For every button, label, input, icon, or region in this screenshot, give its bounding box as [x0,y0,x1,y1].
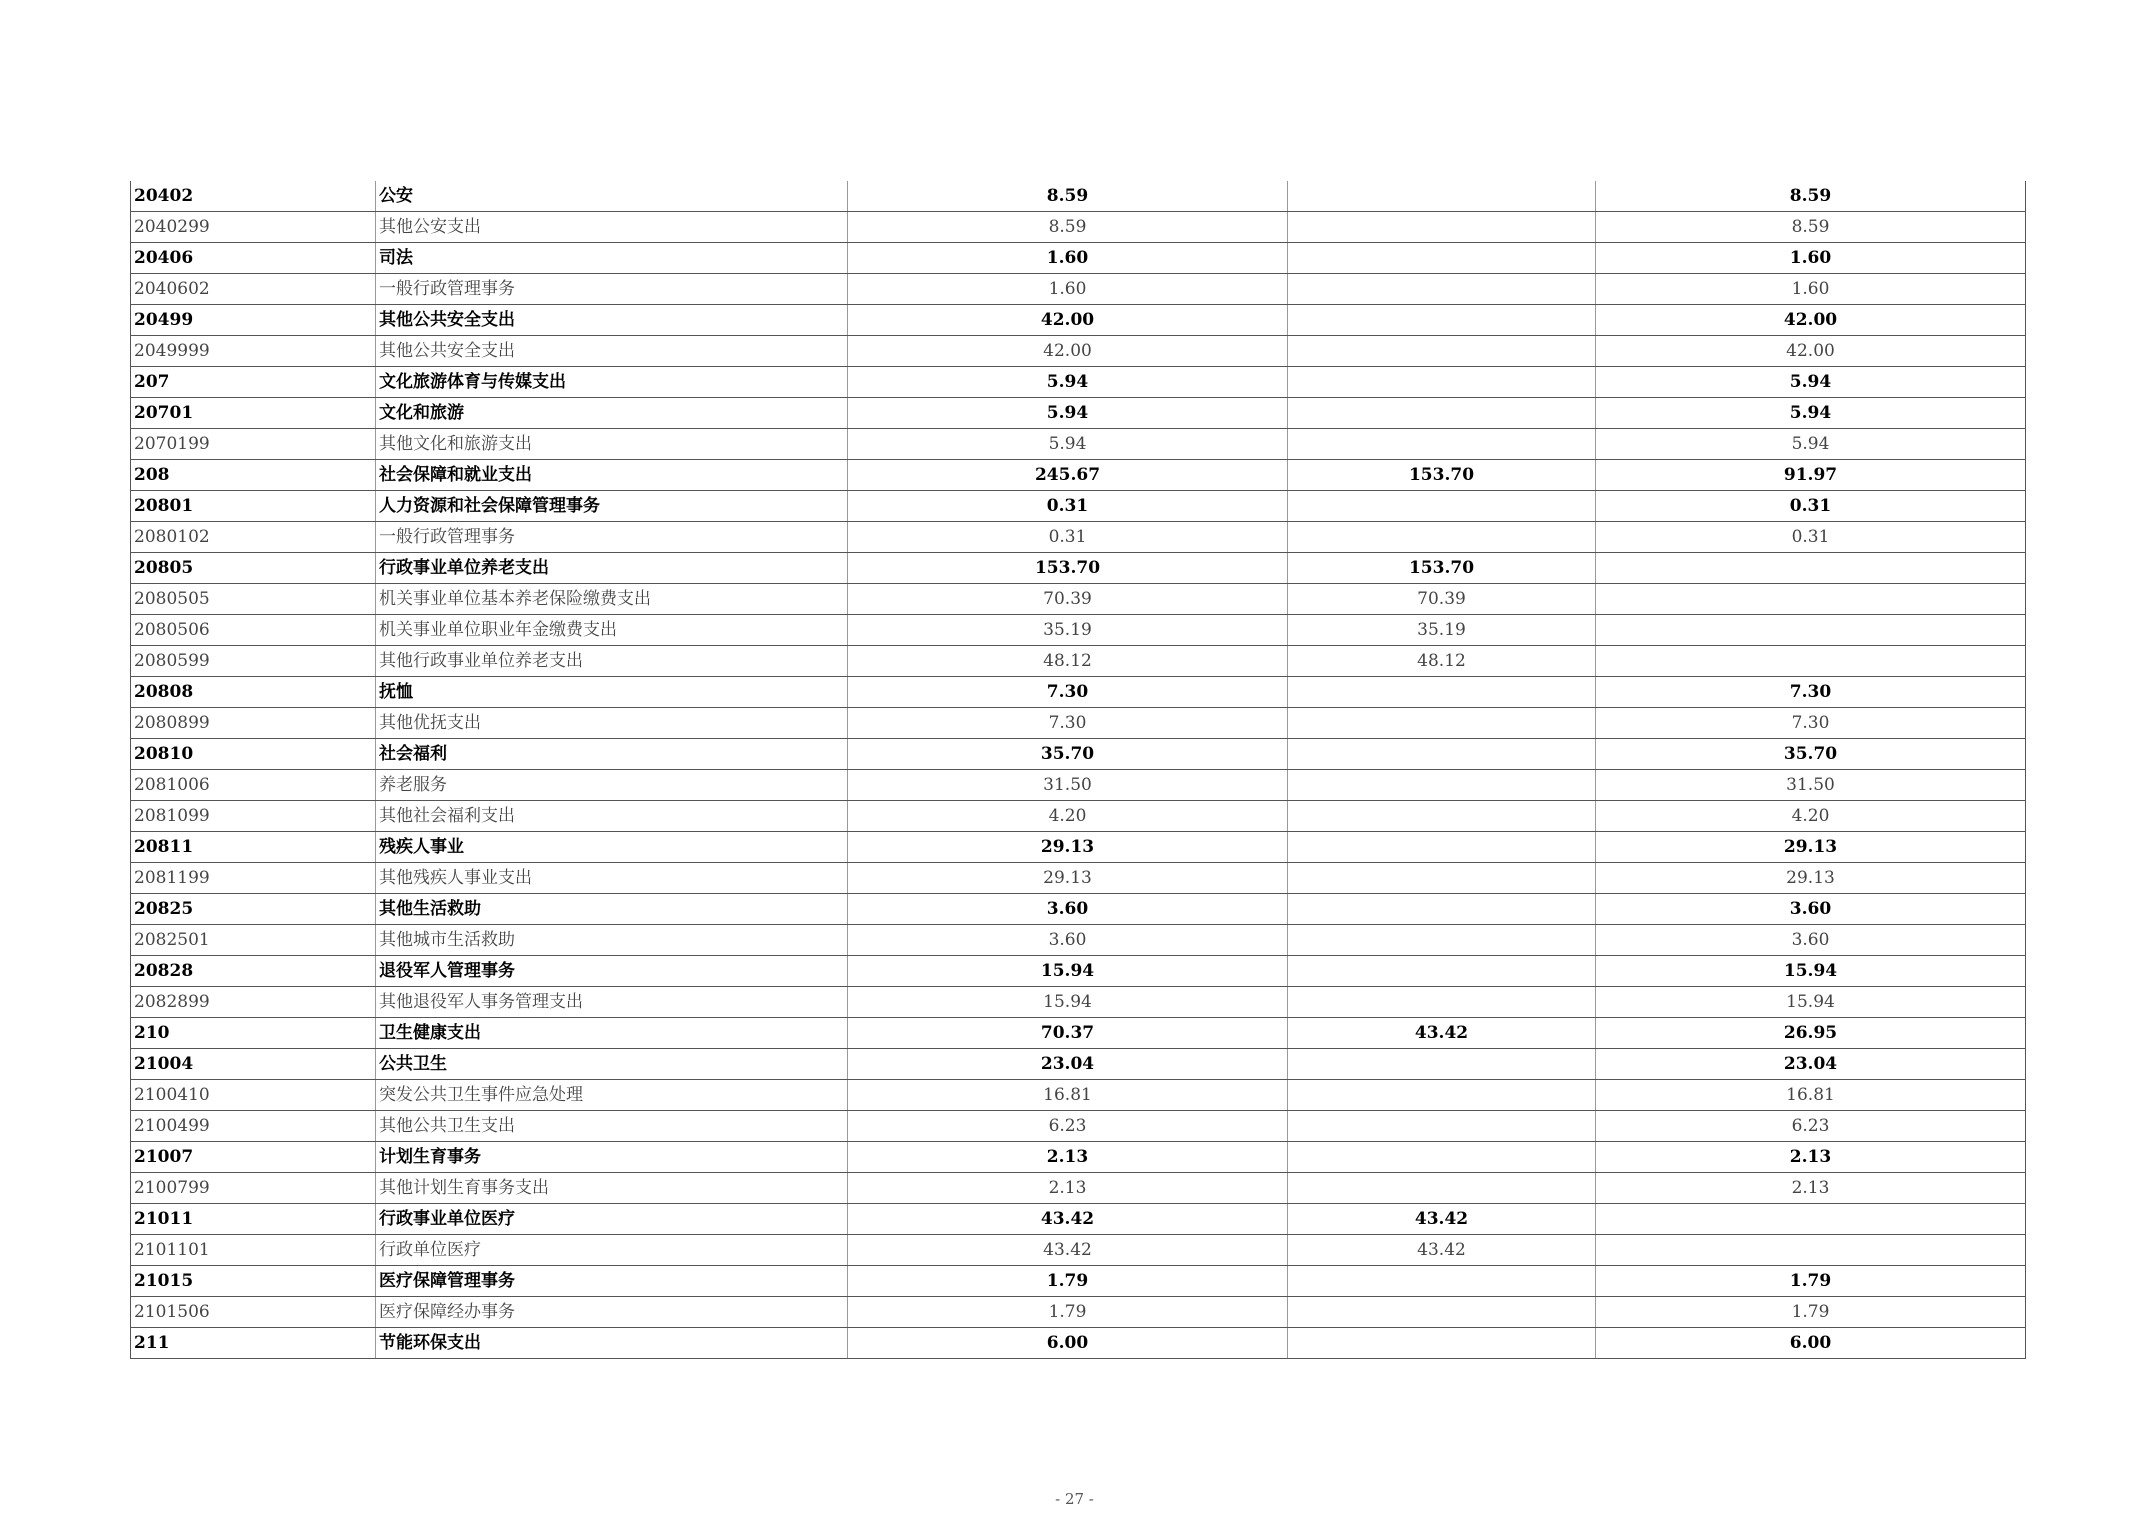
total-cell: 16.81 [848,1080,1288,1111]
basic-cell [1288,832,1596,863]
name-cell: 行政单位医疗 [376,1235,848,1266]
total-cell: 245.67 [848,460,1288,491]
code-cell: 2100799 [131,1173,376,1204]
code-cell: 21007 [131,1142,376,1173]
total-cell: 153.70 [848,553,1288,584]
basic-cell [1288,181,1596,212]
project-cell [1596,1204,2026,1235]
basic-cell [1288,429,1596,460]
code-cell: 2100410 [131,1080,376,1111]
total-cell: 7.30 [848,708,1288,739]
code-cell: 21004 [131,1049,376,1080]
name-cell: 其他公安支出 [376,212,848,243]
project-cell: 0.31 [1596,522,2026,553]
code-cell: 20808 [131,677,376,708]
project-cell [1596,1235,2026,1266]
total-cell: 7.30 [848,677,1288,708]
name-cell: 文化和旅游 [376,398,848,429]
total-cell: 42.00 [848,336,1288,367]
basic-cell [1288,1111,1596,1142]
budget-table [130,181,2026,1359]
name-cell: 计划生育事务 [376,1142,848,1173]
basic-cell [1288,801,1596,832]
total-cell: 0.31 [848,522,1288,553]
table-row [131,1235,2026,1266]
project-cell: 5.94 [1596,429,2026,460]
project-cell: 1.79 [1596,1266,2026,1297]
basic-cell: 70.39 [1288,584,1596,615]
total-cell: 35.19 [848,615,1288,646]
table-row [131,739,2026,770]
project-cell: 2.13 [1596,1142,2026,1173]
basic-cell [1288,925,1596,956]
name-cell: 其他公共卫生支出 [376,1111,848,1142]
basic-cell [1288,894,1596,925]
project-cell: 15.94 [1596,956,2026,987]
code-cell: 20402 [131,181,376,212]
basic-cell [1288,305,1596,336]
table-row [131,925,2026,956]
name-cell: 节能环保支出 [376,1328,848,1359]
project-cell: 23.04 [1596,1049,2026,1080]
basic-cell: 153.70 [1288,460,1596,491]
total-cell: 4.20 [848,801,1288,832]
basic-cell [1288,243,1596,274]
total-cell: 6.23 [848,1111,1288,1142]
name-cell: 其他生活救助 [376,894,848,925]
code-cell: 2040299 [131,212,376,243]
total-cell: 70.37 [848,1018,1288,1049]
code-cell: 20801 [131,491,376,522]
code-cell: 2040602 [131,274,376,305]
name-cell: 其他公共安全支出 [376,305,848,336]
table-row [131,1018,2026,1049]
name-cell: 公安 [376,181,848,212]
basic-cell [1288,336,1596,367]
project-cell: 29.13 [1596,832,2026,863]
table-row [131,460,2026,491]
table-row [131,1297,2026,1328]
table-row [131,336,2026,367]
project-cell: 7.30 [1596,677,2026,708]
code-cell: 207 [131,367,376,398]
table-row [131,181,2026,212]
name-cell: 机关事业单位职业年金缴费支出 [376,615,848,646]
name-cell: 一般行政管理事务 [376,274,848,305]
project-cell: 5.94 [1596,367,2026,398]
total-cell: 35.70 [848,739,1288,770]
table-row [131,553,2026,584]
code-cell: 2080102 [131,522,376,553]
code-cell: 2080599 [131,646,376,677]
total-cell: 5.94 [848,367,1288,398]
project-cell: 8.59 [1596,181,2026,212]
total-cell: 43.42 [848,1204,1288,1235]
project-cell [1596,553,2026,584]
code-cell: 20701 [131,398,376,429]
total-cell: 70.39 [848,584,1288,615]
table-row [131,584,2026,615]
page-number: - 27 - [1055,1490,1094,1508]
basic-cell [1288,987,1596,1018]
basic-cell [1288,677,1596,708]
name-cell: 其他残疾人事业支出 [376,863,848,894]
project-cell: 5.94 [1596,398,2026,429]
project-cell: 0.31 [1596,491,2026,522]
basic-cell: 43.42 [1288,1018,1596,1049]
basic-cell [1288,739,1596,770]
table-row [131,1142,2026,1173]
basic-cell [1288,1173,1596,1204]
code-cell: 20805 [131,553,376,584]
table-row [131,615,2026,646]
basic-cell [1288,770,1596,801]
basic-cell [1288,212,1596,243]
total-cell: 29.13 [848,832,1288,863]
table-row [131,987,2026,1018]
total-cell: 5.94 [848,398,1288,429]
name-cell: 司法 [376,243,848,274]
project-cell: 3.60 [1596,925,2026,956]
basic-cell [1288,367,1596,398]
project-cell: 6.00 [1596,1328,2026,1359]
project-cell: 4.20 [1596,801,2026,832]
total-cell: 31.50 [848,770,1288,801]
table-row [131,398,2026,429]
basic-cell: 43.42 [1288,1235,1596,1266]
name-cell: 医疗保障经办事务 [376,1297,848,1328]
code-cell: 20499 [131,305,376,336]
total-cell: 8.59 [848,212,1288,243]
total-cell: 2.13 [848,1142,1288,1173]
project-cell [1596,615,2026,646]
project-cell: 91.97 [1596,460,2026,491]
basic-cell [1288,398,1596,429]
total-cell: 15.94 [848,987,1288,1018]
project-cell: 3.60 [1596,894,2026,925]
basic-cell: 35.19 [1288,615,1596,646]
table-row [131,1173,2026,1204]
code-cell: 2101506 [131,1297,376,1328]
name-cell: 其他城市生活救助 [376,925,848,956]
total-cell: 1.79 [848,1297,1288,1328]
name-cell: 其他行政事业单位养老支出 [376,646,848,677]
code-cell: 2101101 [131,1235,376,1266]
name-cell: 机关事业单位基本养老保险缴费支出 [376,584,848,615]
code-cell: 211 [131,1328,376,1359]
code-cell: 2080505 [131,584,376,615]
name-cell: 养老服务 [376,770,848,801]
project-cell: 16.81 [1596,1080,2026,1111]
project-cell: 1.79 [1596,1297,2026,1328]
code-cell: 2049999 [131,336,376,367]
basic-cell [1288,1266,1596,1297]
basic-cell: 153.70 [1288,553,1596,584]
table-row [131,367,2026,398]
code-cell: 20828 [131,956,376,987]
table-row [131,274,2026,305]
basic-cell [1288,1080,1596,1111]
table-row [131,522,2026,553]
basic-cell [1288,708,1596,739]
table-row [131,1111,2026,1142]
project-cell: 15.94 [1596,987,2026,1018]
code-cell: 2082899 [131,987,376,1018]
project-cell [1596,646,2026,677]
name-cell: 突发公共卫生事件应急处理 [376,1080,848,1111]
basic-cell [1288,522,1596,553]
basic-cell [1288,1142,1596,1173]
total-cell: 3.60 [848,894,1288,925]
project-cell: 29.13 [1596,863,2026,894]
project-cell [1596,584,2026,615]
project-cell: 1.60 [1596,243,2026,274]
total-cell: 48.12 [848,646,1288,677]
basic-cell [1288,1328,1596,1359]
total-cell: 23.04 [848,1049,1288,1080]
name-cell: 其他优抚支出 [376,708,848,739]
table-row [131,212,2026,243]
total-cell: 1.79 [848,1266,1288,1297]
code-cell: 2081199 [131,863,376,894]
basic-cell [1288,863,1596,894]
name-cell: 其他社会福利支出 [376,801,848,832]
name-cell: 抚恤 [376,677,848,708]
table-row [131,956,2026,987]
project-cell: 6.23 [1596,1111,2026,1142]
table-row [131,894,2026,925]
project-cell: 42.00 [1596,336,2026,367]
name-cell: 社会保障和就业支出 [376,460,848,491]
code-cell: 21015 [131,1266,376,1297]
table-row [131,491,2026,522]
basic-cell [1288,274,1596,305]
table-row [131,1328,2026,1359]
name-cell: 残疾人事业 [376,832,848,863]
name-cell: 行政事业单位养老支出 [376,553,848,584]
project-cell: 26.95 [1596,1018,2026,1049]
code-cell: 20811 [131,832,376,863]
name-cell: 行政事业单位医疗 [376,1204,848,1235]
total-cell: 5.94 [848,429,1288,460]
code-cell: 20825 [131,894,376,925]
code-cell: 2081006 [131,770,376,801]
code-cell: 2082501 [131,925,376,956]
total-cell: 15.94 [848,956,1288,987]
total-cell: 29.13 [848,863,1288,894]
code-cell: 2100499 [131,1111,376,1142]
table-row [131,646,2026,677]
table-row [131,1049,2026,1080]
name-cell: 文化旅游体育与传媒支出 [376,367,848,398]
table-row [131,677,2026,708]
table-row [131,305,2026,336]
basic-cell: 43.42 [1288,1204,1596,1235]
code-cell: 20406 [131,243,376,274]
table-row [131,801,2026,832]
code-cell: 210 [131,1018,376,1049]
table-row [131,1204,2026,1235]
table-row [131,708,2026,739]
code-cell: 208 [131,460,376,491]
total-cell: 1.60 [848,274,1288,305]
total-cell: 2.13 [848,1173,1288,1204]
name-cell: 其他公共安全支出 [376,336,848,367]
name-cell: 一般行政管理事务 [376,522,848,553]
code-cell: 20810 [131,739,376,770]
basic-cell: 48.12 [1288,646,1596,677]
budget-table-body [131,181,2026,1359]
total-cell: 1.60 [848,243,1288,274]
name-cell: 医疗保障管理事务 [376,1266,848,1297]
table-row [131,1080,2026,1111]
project-cell: 1.60 [1596,274,2026,305]
project-cell: 2.13 [1596,1173,2026,1204]
table-row [131,243,2026,274]
total-cell: 6.00 [848,1328,1288,1359]
basic-cell [1288,1297,1596,1328]
table-row [131,1266,2026,1297]
name-cell: 人力资源和社会保障管理事务 [376,491,848,522]
total-cell: 0.31 [848,491,1288,522]
table-row [131,832,2026,863]
project-cell: 7.30 [1596,708,2026,739]
total-cell: 43.42 [848,1235,1288,1266]
code-cell: 2080506 [131,615,376,646]
project-cell: 31.50 [1596,770,2026,801]
code-cell: 2080899 [131,708,376,739]
code-cell: 21011 [131,1204,376,1235]
total-cell: 8.59 [848,181,1288,212]
basic-cell [1288,956,1596,987]
name-cell: 公共卫生 [376,1049,848,1080]
basic-cell [1288,491,1596,522]
table-row [131,770,2026,801]
name-cell: 其他文化和旅游支出 [376,429,848,460]
code-cell: 2081099 [131,801,376,832]
basic-cell [1288,1049,1596,1080]
table-row [131,863,2026,894]
name-cell: 其他计划生育事务支出 [376,1173,848,1204]
total-cell: 42.00 [848,305,1288,336]
total-cell: 3.60 [848,925,1288,956]
project-cell: 8.59 [1596,212,2026,243]
name-cell: 退役军人管理事务 [376,956,848,987]
project-cell: 35.70 [1596,739,2026,770]
table-row [131,429,2026,460]
code-cell: 2070199 [131,429,376,460]
name-cell: 其他退役军人事务管理支出 [376,987,848,1018]
project-cell: 42.00 [1596,305,2026,336]
name-cell: 卫生健康支出 [376,1018,848,1049]
name-cell: 社会福利 [376,739,848,770]
